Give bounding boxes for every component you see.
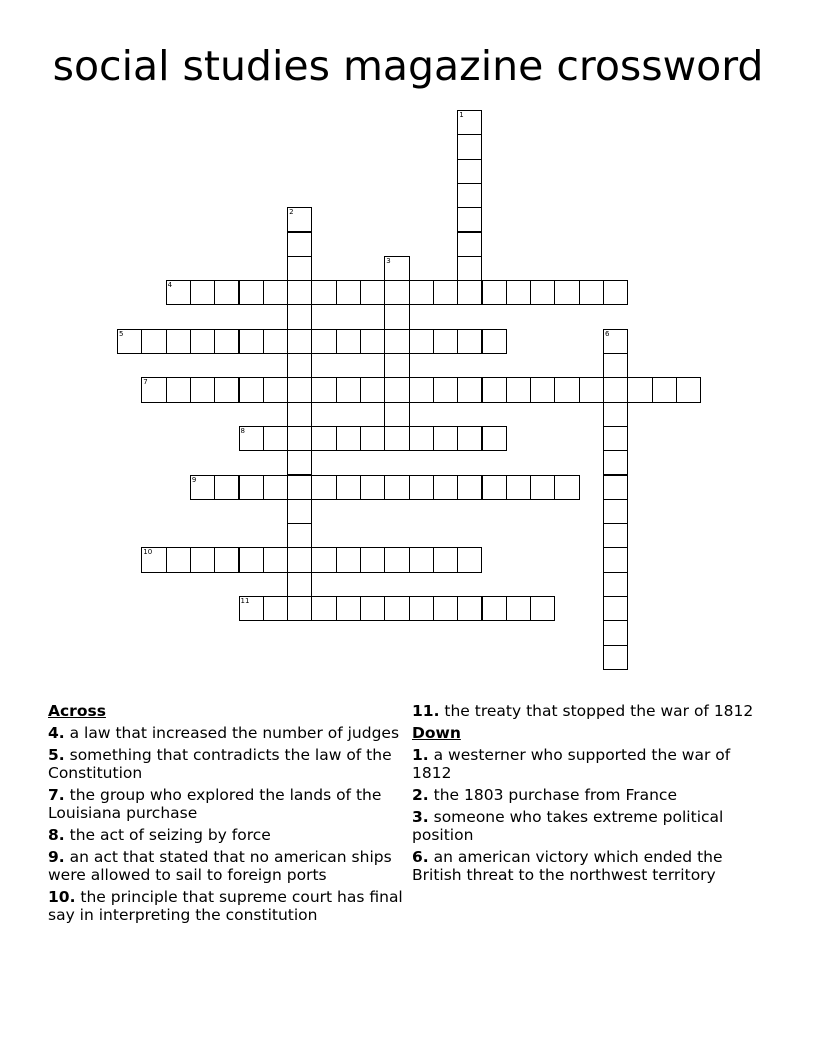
grid-cell[interactable] — [166, 547, 191, 572]
clue-number: 6. — [412, 848, 429, 866]
grid-cell[interactable] — [311, 475, 336, 500]
grid-cell[interactable] — [530, 280, 555, 305]
grid-cell[interactable] — [336, 426, 361, 451]
grid-cell[interactable] — [554, 377, 579, 402]
cell-number: 9 — [191, 475, 197, 484]
clue-number: 10. — [48, 888, 76, 906]
clue-number: 2. — [412, 786, 429, 804]
clue-text: someone who takes extreme political position — [412, 808, 724, 844]
grid-cell[interactable] — [384, 329, 409, 354]
grid-cell[interactable] — [287, 450, 312, 475]
grid-cell[interactable] — [287, 377, 312, 402]
cell-number: 4 — [167, 281, 173, 290]
grid-cell[interactable] — [287, 304, 312, 329]
clue-number: 7. — [48, 786, 65, 804]
grid-cell[interactable] — [311, 280, 336, 305]
grid-cell[interactable] — [239, 377, 264, 402]
grid-cell[interactable] — [554, 475, 579, 500]
grid-cell[interactable] — [360, 596, 385, 621]
grid-cell[interactable] — [457, 377, 482, 402]
grid-cell[interactable] — [263, 475, 288, 500]
grid-cell[interactable] — [506, 377, 531, 402]
grid-cell[interactable] — [506, 280, 531, 305]
clue-down-3 — [412, 808, 762, 844]
grid-cell[interactable] — [190, 280, 215, 305]
grid-cell[interactable] — [409, 377, 434, 402]
grid-cell[interactable] — [311, 547, 336, 572]
grid-cell[interactable] — [336, 329, 361, 354]
grid-cell[interactable] — [287, 596, 312, 621]
grid-cell[interactable] — [360, 329, 385, 354]
clue-across-7 — [48, 786, 408, 822]
grid-cell[interactable] — [166, 377, 191, 402]
clue-text: the act of seizing by force — [69, 826, 271, 844]
grid-cell[interactable] — [336, 475, 361, 500]
grid-cell[interactable] — [166, 329, 191, 354]
clue-text: the group who explored the lands of the Louisiana purchase — [48, 786, 382, 822]
grid-cell[interactable] — [457, 134, 482, 159]
grid-cell[interactable] — [117, 329, 142, 354]
grid-cell[interactable] — [603, 426, 628, 451]
grid-cell[interactable] — [311, 426, 336, 451]
clue-down-1 — [412, 746, 762, 782]
grid-cell[interactable] — [287, 523, 312, 548]
cell-number: 6 — [605, 329, 610, 338]
grid-cell[interactable] — [166, 280, 191, 305]
grid-cell[interactable] — [141, 329, 166, 354]
cell-number: 11 — [240, 597, 250, 605]
grid-cell[interactable] — [409, 426, 434, 451]
grid-cell[interactable] — [287, 402, 312, 427]
clue-number: 1. — [412, 746, 429, 764]
grid-cell[interactable] — [263, 596, 288, 621]
grid-cell[interactable] — [603, 329, 628, 354]
grid-cell[interactable] — [336, 280, 361, 305]
grid-cell[interactable] — [603, 645, 628, 670]
grid-cell[interactable] — [360, 475, 385, 500]
grid-cell[interactable] — [190, 329, 215, 354]
grid-cell[interactable] — [457, 159, 482, 184]
grid-cell[interactable] — [554, 280, 579, 305]
grid-cell[interactable] — [360, 280, 385, 305]
grid-cell[interactable] — [263, 426, 288, 451]
grid-cell[interactable] — [336, 547, 361, 572]
grid-cell[interactable] — [482, 377, 507, 402]
grid-cell[interactable] — [384, 596, 409, 621]
clue-number: 5. — [48, 746, 65, 764]
grid-cell[interactable] — [603, 499, 628, 524]
grid-cell[interactable] — [263, 280, 288, 305]
grid-cell[interactable] — [433, 547, 458, 572]
grid-cell[interactable] — [482, 426, 507, 451]
clues-left-column — [48, 702, 408, 928]
clue-text: a law that increased the number of judges — [69, 724, 400, 742]
grid-cell[interactable] — [311, 329, 336, 354]
grid-cell[interactable] — [384, 304, 409, 329]
grid-cell[interactable] — [409, 280, 434, 305]
clue-across-10 — [48, 888, 408, 924]
grid-cell[interactable] — [214, 475, 239, 500]
grid-cell[interactable] — [457, 596, 482, 621]
grid-cell[interactable] — [603, 572, 628, 597]
grid-cell[interactable] — [141, 377, 166, 402]
clue-down-2 — [412, 786, 762, 804]
grid-cell[interactable] — [433, 377, 458, 402]
grid-cell[interactable] — [603, 475, 628, 500]
grid-cell[interactable] — [214, 377, 239, 402]
grid-cell[interactable] — [506, 475, 531, 500]
grid-cell[interactable] — [336, 377, 361, 402]
grid-cell[interactable] — [482, 475, 507, 500]
grid-cell[interactable] — [190, 475, 215, 500]
cell-number: 10 — [143, 548, 153, 557]
grid-cell[interactable] — [239, 280, 264, 305]
clue-across-5 — [48, 746, 408, 782]
clue-number: 4. — [48, 724, 65, 742]
cell-number: 2 — [289, 208, 294, 217]
grid-cell[interactable] — [214, 329, 239, 354]
grid-cell[interactable] — [652, 377, 677, 402]
cell-number: 1 — [459, 111, 464, 119]
clue-across-11 — [412, 702, 762, 720]
grid-cell[interactable] — [457, 110, 482, 135]
grid-cell[interactable] — [214, 280, 239, 305]
grid-cell[interactable] — [603, 353, 628, 378]
page-title: social studies magazine crossword — [52, 42, 764, 90]
grid-cell[interactable] — [409, 475, 434, 500]
clue-down-6 — [412, 848, 762, 884]
grid-cell[interactable] — [190, 547, 215, 572]
grid-cell[interactable] — [409, 596, 434, 621]
grid-cell[interactable] — [603, 620, 628, 645]
grid-cell[interactable] — [141, 547, 166, 572]
grid-cell[interactable] — [287, 207, 312, 232]
grid-cell[interactable] — [336, 596, 361, 621]
grid-cell[interactable] — [360, 426, 385, 451]
grid-cell[interactable] — [384, 475, 409, 500]
grid-cell[interactable] — [676, 377, 701, 402]
grid-cell[interactable] — [603, 523, 628, 548]
grid-cell[interactable] — [409, 547, 434, 572]
grid-cell[interactable] — [384, 256, 409, 281]
grid-cell[interactable] — [287, 475, 312, 500]
cell-number: 5 — [119, 329, 124, 338]
grid-cell[interactable] — [263, 377, 288, 402]
grid-cell[interactable] — [287, 547, 312, 572]
grid-cell[interactable] — [457, 207, 482, 232]
clue-across-4 — [48, 724, 408, 742]
grid-cell[interactable] — [384, 353, 409, 378]
grid-cell[interactable] — [287, 256, 312, 281]
clue-number: 8. — [48, 826, 65, 844]
grid-cell[interactable] — [239, 547, 264, 572]
grid-cell[interactable] — [287, 280, 312, 305]
grid-cell[interactable] — [384, 402, 409, 427]
grid-cell[interactable] — [287, 353, 312, 378]
grid-cell[interactable] — [311, 596, 336, 621]
clues-right-column — [412, 702, 762, 888]
clue-text: a westerner who supported the war of 1812 — [412, 746, 731, 782]
grid-cell[interactable] — [457, 183, 482, 208]
grid-cell[interactable] — [457, 256, 482, 281]
grid-cell[interactable] — [482, 596, 507, 621]
grid-cell[interactable] — [214, 547, 239, 572]
grid-cell[interactable] — [457, 280, 482, 305]
grid-cell[interactable] — [433, 475, 458, 500]
grid-cell[interactable] — [603, 280, 628, 305]
clue-text: the 1803 purchase from France — [433, 786, 677, 804]
grid-cell[interactable] — [287, 426, 312, 451]
grid-cell[interactable] — [287, 499, 312, 524]
across-heading: Across — [48, 702, 106, 720]
grid-cell[interactable] — [482, 329, 507, 354]
grid-cell[interactable] — [482, 280, 507, 305]
grid-cell[interactable] — [506, 596, 531, 621]
grid-cell[interactable] — [603, 450, 628, 475]
grid-cell[interactable] — [409, 329, 434, 354]
cell-number: 8 — [240, 426, 245, 435]
grid-cell[interactable] — [433, 596, 458, 621]
grid-cell[interactable] — [360, 547, 385, 572]
clue-text: the principle that supreme court has final say in interpreting the constitution — [48, 888, 403, 924]
cell-number: 3 — [386, 256, 391, 265]
grid-cell[interactable] — [190, 377, 215, 402]
grid-cell[interactable] — [603, 377, 628, 402]
grid-cell[interactable] — [311, 377, 336, 402]
clue-text: the treaty that stopped the war of 1812 — [444, 702, 754, 720]
clue-number: 9. — [48, 848, 65, 866]
grid-cell[interactable] — [457, 547, 482, 572]
grid-cell[interactable] — [603, 596, 628, 621]
grid-cell[interactable] — [239, 475, 264, 500]
grid-cell[interactable] — [579, 377, 604, 402]
grid-cell[interactable] — [384, 547, 409, 572]
grid-cell[interactable] — [530, 475, 555, 500]
grid-cell[interactable] — [239, 596, 264, 621]
grid-cell[interactable] — [457, 475, 482, 500]
grid-cell[interactable] — [287, 329, 312, 354]
grid-cell[interactable] — [239, 426, 264, 451]
grid-cell[interactable] — [433, 426, 458, 451]
grid-cell[interactable] — [457, 426, 482, 451]
grid-cell[interactable] — [457, 329, 482, 354]
grid-cell[interactable] — [627, 377, 652, 402]
grid-cell[interactable] — [433, 329, 458, 354]
clue-text: something that contradicts the law of the Constitution — [48, 746, 392, 782]
grid-cell[interactable] — [287, 572, 312, 597]
grid-cell[interactable] — [603, 547, 628, 572]
clue-text: an american victory which ended the British threat to the northwest territory — [412, 848, 723, 884]
grid-cell[interactable] — [579, 280, 604, 305]
grid-cell[interactable] — [287, 232, 312, 257]
cell-number: 7 — [143, 378, 148, 387]
clue-across-9 — [48, 848, 408, 884]
grid-cell[interactable] — [384, 280, 409, 305]
grid-cell[interactable] — [239, 329, 264, 354]
grid-cell[interactable] — [263, 547, 288, 572]
grid-cell[interactable] — [603, 402, 628, 427]
grid-cell[interactable] — [263, 329, 288, 354]
grid-cell[interactable] — [384, 377, 409, 402]
grid-cell[interactable] — [530, 377, 555, 402]
grid-cell[interactable] — [360, 377, 385, 402]
grid-cell[interactable] — [457, 232, 482, 257]
down-heading: Down — [412, 724, 461, 742]
grid-cell[interactable] — [384, 426, 409, 451]
clue-number: 11. — [412, 702, 440, 720]
clue-across-8 — [48, 826, 408, 844]
clue-number: 3. — [412, 808, 429, 826]
grid-cell[interactable] — [433, 280, 458, 305]
clue-text: an act that stated that no american ships were allowed to sail to foreign ports — [48, 848, 392, 884]
grid-cell[interactable] — [530, 596, 555, 621]
